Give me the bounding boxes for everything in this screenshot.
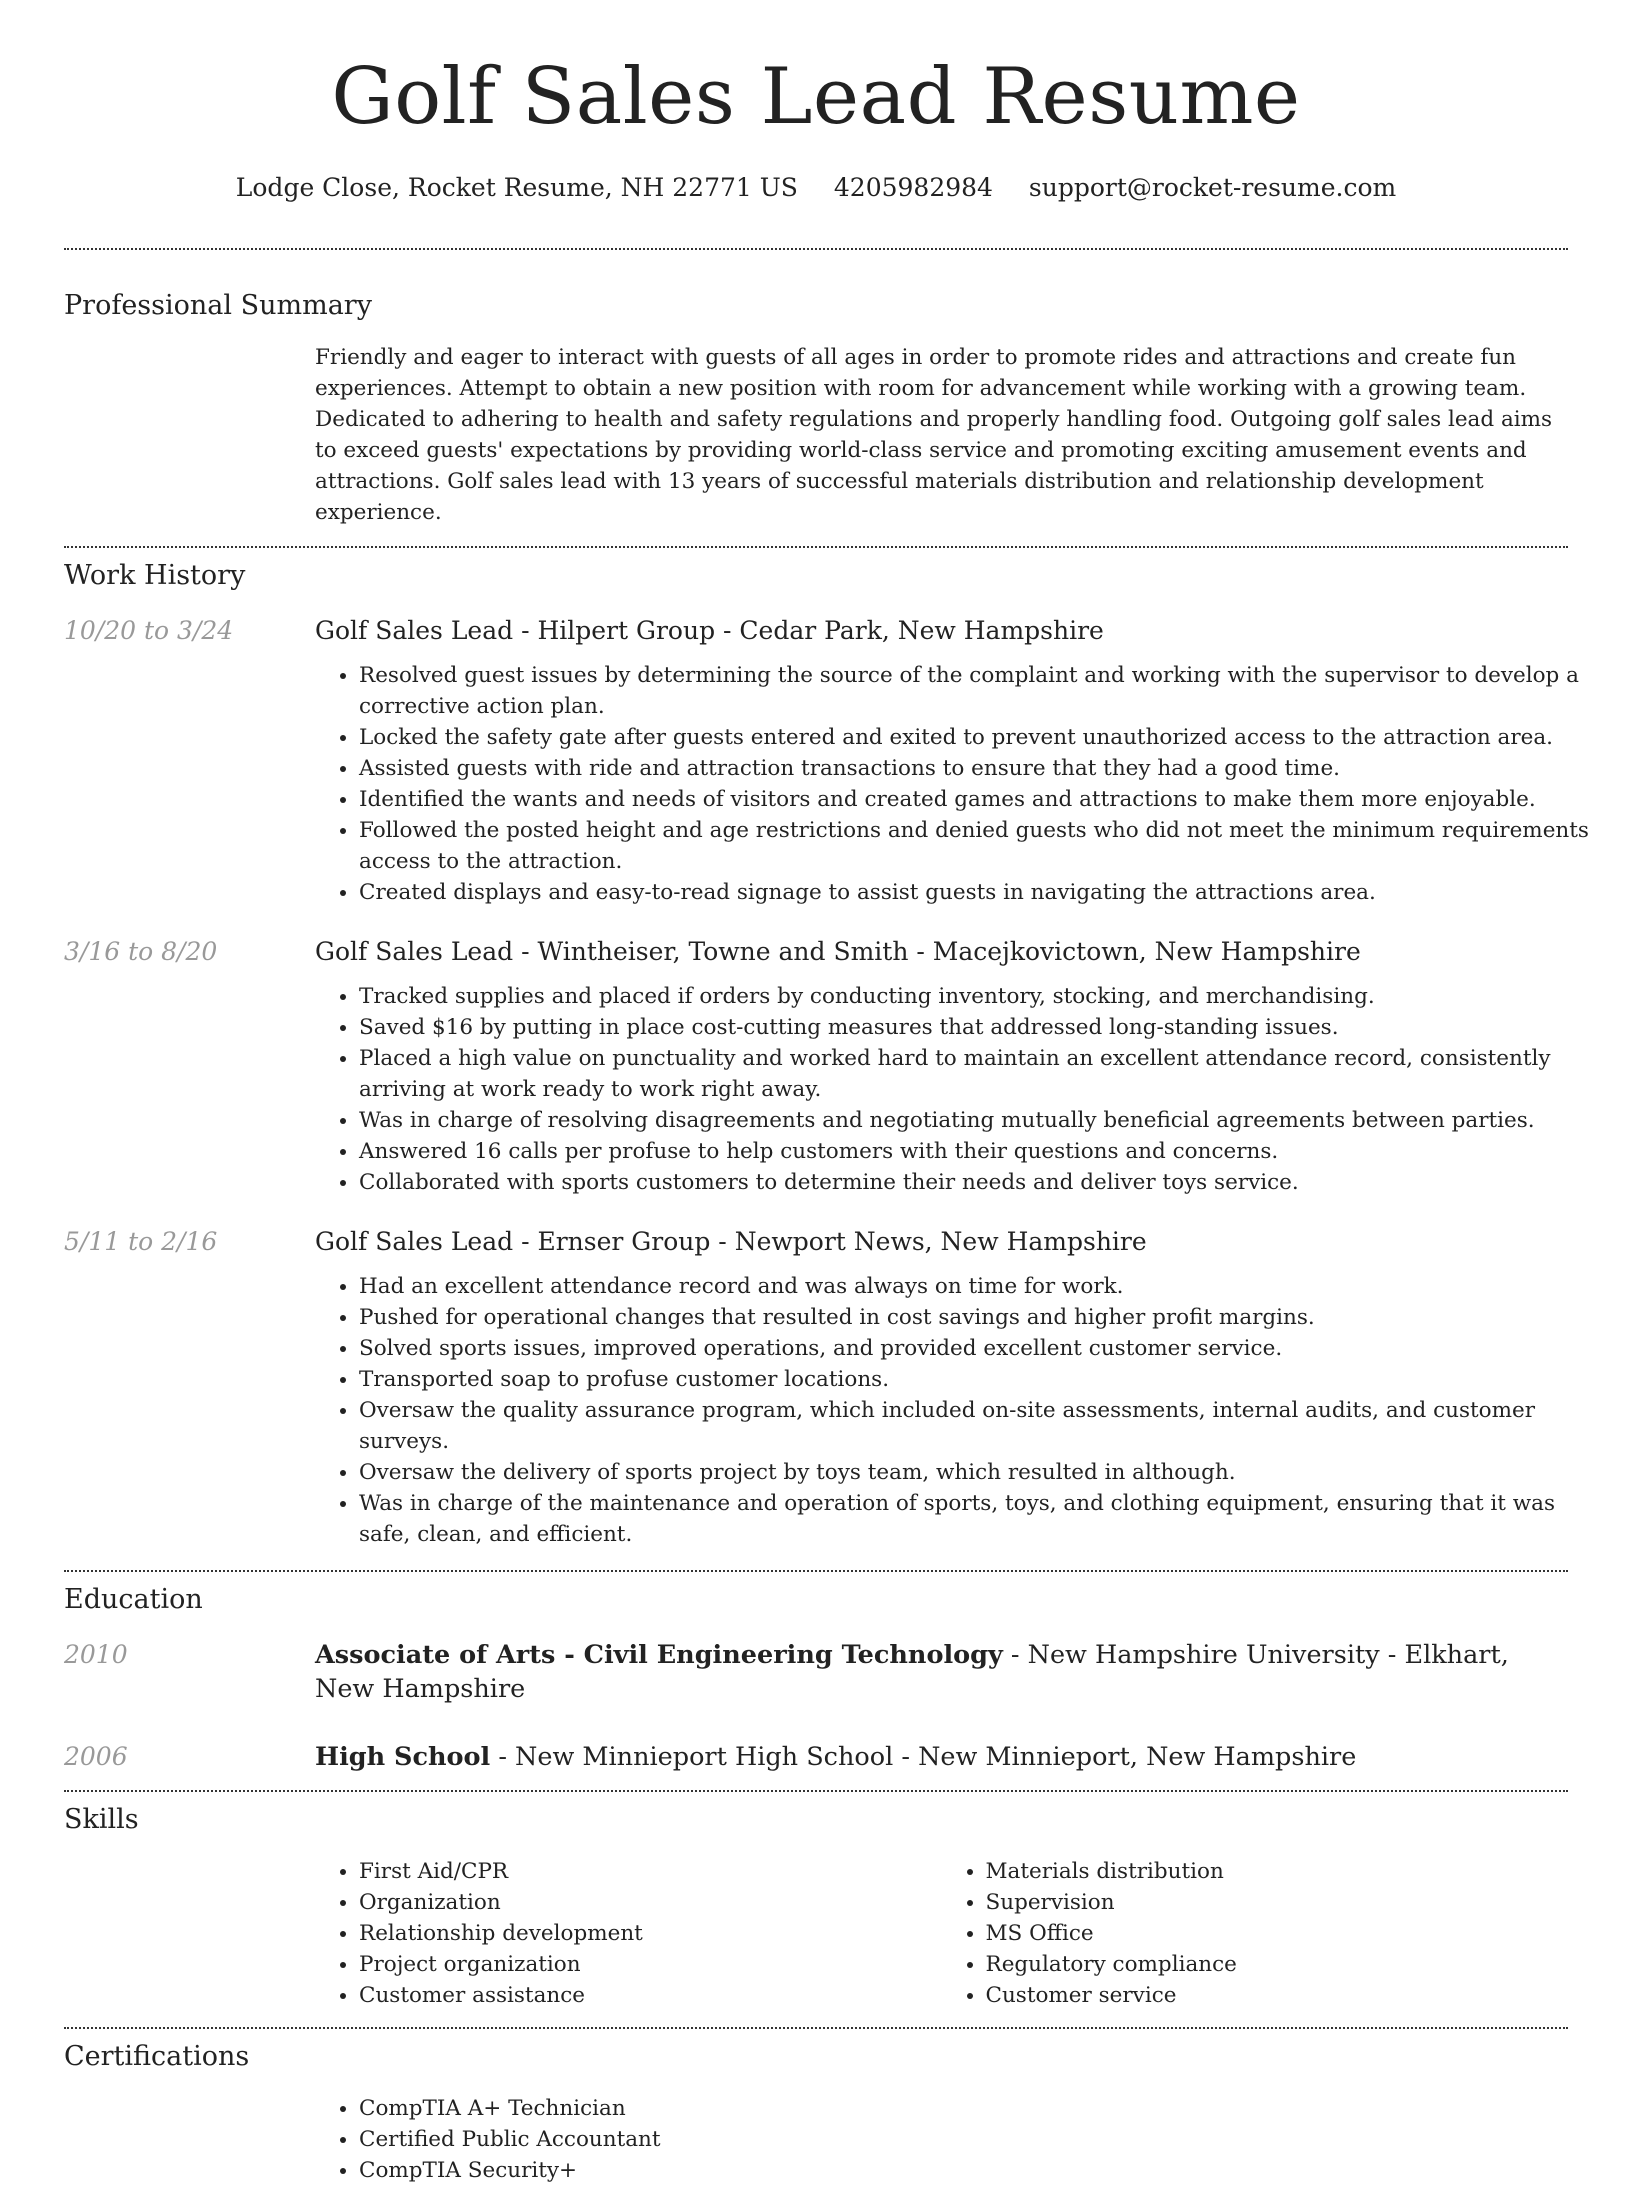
list-item: • CompTIA A+ Technician xyxy=(359,2093,1612,2124)
contact-line xyxy=(64,170,1568,206)
education-item xyxy=(64,1740,1568,1774)
education-school: - New Minnieport High School - New Minnieport, New Hampshire xyxy=(490,1742,1357,1772)
list-item: • MS Office xyxy=(986,1918,1569,1949)
job-bullets xyxy=(315,660,1612,908)
education-year: 2010 xyxy=(64,1640,128,1669)
job-bullets xyxy=(315,1271,1612,1550)
job-title: Golf Sales Lead - Hilpert Group - Cedar Park, New Hampshire xyxy=(315,616,1104,645)
education-degree: Associate of Arts - Civil Engineering Technology xyxy=(315,1640,1003,1670)
job-dates: 10/20 to 3/24 xyxy=(64,616,234,645)
section-title-skills: Skills xyxy=(64,1804,139,1835)
list-item: • Identified the wants and needs of visitors and created games and attractions to make them more enjoyable. xyxy=(359,784,1612,815)
divider xyxy=(64,2027,1568,2029)
list-item: • Was in charge of resolving disagreements and negotiating mutually beneficial agreements between parties. xyxy=(359,1105,1612,1136)
list-item: • Materials distribution xyxy=(986,1856,1569,1887)
list-item: • Locked the safety gate after guests entered and exited to prevent unauthorized access to the attraction area. xyxy=(359,722,1612,753)
section-title-education: Education xyxy=(64,1584,203,1615)
divider xyxy=(64,1790,1568,1792)
job-dates: 3/16 to 8/20 xyxy=(64,937,218,966)
list-item: • Collaborated with sports customers to determine their needs and deliver toys service. xyxy=(359,1167,1612,1198)
contact-email: support@rocket-resume.com xyxy=(1028,173,1397,202)
education-year: 2006 xyxy=(64,1742,128,1771)
list-item: • Certified Public Accountant xyxy=(359,2124,1612,2155)
skills-column-right xyxy=(942,1856,1569,2011)
list-item: • Placed a high value on punctuality and worked hard to maintain an excellent attendance record, consistently arriving at work ready to work right away. xyxy=(359,1043,1612,1105)
contact-phone: 4205982984 xyxy=(833,173,993,202)
education-school: - New Hampshire University - Elkhart, New Hampshire xyxy=(315,1640,1509,1704)
list-item: • Supervision xyxy=(986,1887,1569,1918)
list-item: • Tracked supplies and placed if orders by conducting inventory, stocking, and merchandising. xyxy=(359,981,1612,1012)
list-item: • Oversaw the quality assurance program, which included on-site assessments, internal audits, and customer surveys. xyxy=(359,1395,1612,1457)
list-item: • Assisted guests with ride and attraction transactions to ensure that they had a good time. xyxy=(359,753,1612,784)
list-item: • Created displays and easy-to-read signage to assist guests in navigating the attractions area. xyxy=(359,877,1612,908)
list-item: • Pushed for operational changes that resulted in cost savings and higher profit margins. xyxy=(359,1302,1612,1333)
skills-column-left xyxy=(315,1856,942,2011)
list-item: • Followed the posted height and age restrictions and denied guests who did not meet the minimum requirements access to the attraction. xyxy=(359,815,1612,877)
list-item: • Resolved guest issues by determining the source of the complaint and working with the supervisor to develop a corrective action plan. xyxy=(359,660,1612,722)
list-item: • First Aid/CPR xyxy=(359,1856,942,1887)
list-item: • Solved sports issues, improved operations, and provided excellent customer service. xyxy=(359,1333,1612,1364)
list-item: • Transported soap to profuse customer locations. xyxy=(359,1364,1612,1395)
job-entry xyxy=(64,614,1589,908)
section-title-certifications: Certifications xyxy=(64,2041,250,2072)
education-item xyxy=(64,1638,1568,1706)
list-item: • CompTIA Security+ xyxy=(359,2155,1612,2186)
section-title-work: Work History xyxy=(64,560,246,591)
resume-title: Golf Sales Lead Resume xyxy=(331,52,1301,142)
divider xyxy=(64,1570,1568,1572)
resume-page xyxy=(64,0,1589,2186)
divider xyxy=(64,248,1568,250)
list-item: • Project organization xyxy=(359,1949,942,1980)
job-entry xyxy=(64,935,1568,1198)
list-item: • Saved $16 by putting in place cost-cutting measures that addressed long-standing issues. xyxy=(359,1012,1612,1043)
education-degree: High School xyxy=(315,1742,491,1772)
list-item: • Regulatory compliance xyxy=(986,1949,1569,1980)
summary-text: Friendly and eager to interact with guests of all ages in order to promote rides and attractions and create fun experiences. Attempt to obtain a new position with room for advancement while working with a growing team. Dedicated to adhering to health and safety regulations and properly handling food. Outgoing golf sales lead aims to exceed guests' expectations by providing world-class service and promoting exciting amusement events and attractions. Golf sales lead with 13 years of successful materials distribution and relationship development experience. xyxy=(315,345,1553,525)
section-title-summary: Professional Summary xyxy=(64,290,372,321)
list-item: • Answered 16 calls per profuse to help customers with their questions and concerns. xyxy=(359,1136,1612,1167)
list-item: • Organization xyxy=(359,1887,942,1918)
list-item: • Customer service xyxy=(986,1980,1569,2011)
list-item: • Was in charge of the maintenance and operation of sports, toys, and clothing equipment, ensuring that it was safe, clean, and efficient. xyxy=(359,1488,1612,1550)
skills-list xyxy=(315,1856,1568,2011)
job-bullets xyxy=(315,981,1612,1198)
job-entry xyxy=(64,1225,1568,1550)
list-item: • Had an excellent attendance record and was always on time for work. xyxy=(359,1271,1612,1302)
list-item: • Customer assistance xyxy=(359,1980,942,2011)
job-title: Golf Sales Lead - Ernser Group - Newport News, New Hampshire xyxy=(315,1227,1147,1256)
divider xyxy=(64,546,1568,548)
job-dates: 5/11 to 2/16 xyxy=(64,1227,218,1256)
job-title: Golf Sales Lead - Wintheiser, Towne and Smith - Macejkovictown, New Hampshire xyxy=(315,937,1361,966)
contact-address: Lodge Close, Rocket Resume, NH 22771 US xyxy=(235,173,798,202)
list-item: • Relationship development xyxy=(359,1918,942,1949)
list-item: • Oversaw the delivery of sports project by toys team, which resulted in although. xyxy=(359,1457,1612,1488)
certifications-list xyxy=(315,2093,1612,2186)
summary-row xyxy=(64,342,1568,528)
